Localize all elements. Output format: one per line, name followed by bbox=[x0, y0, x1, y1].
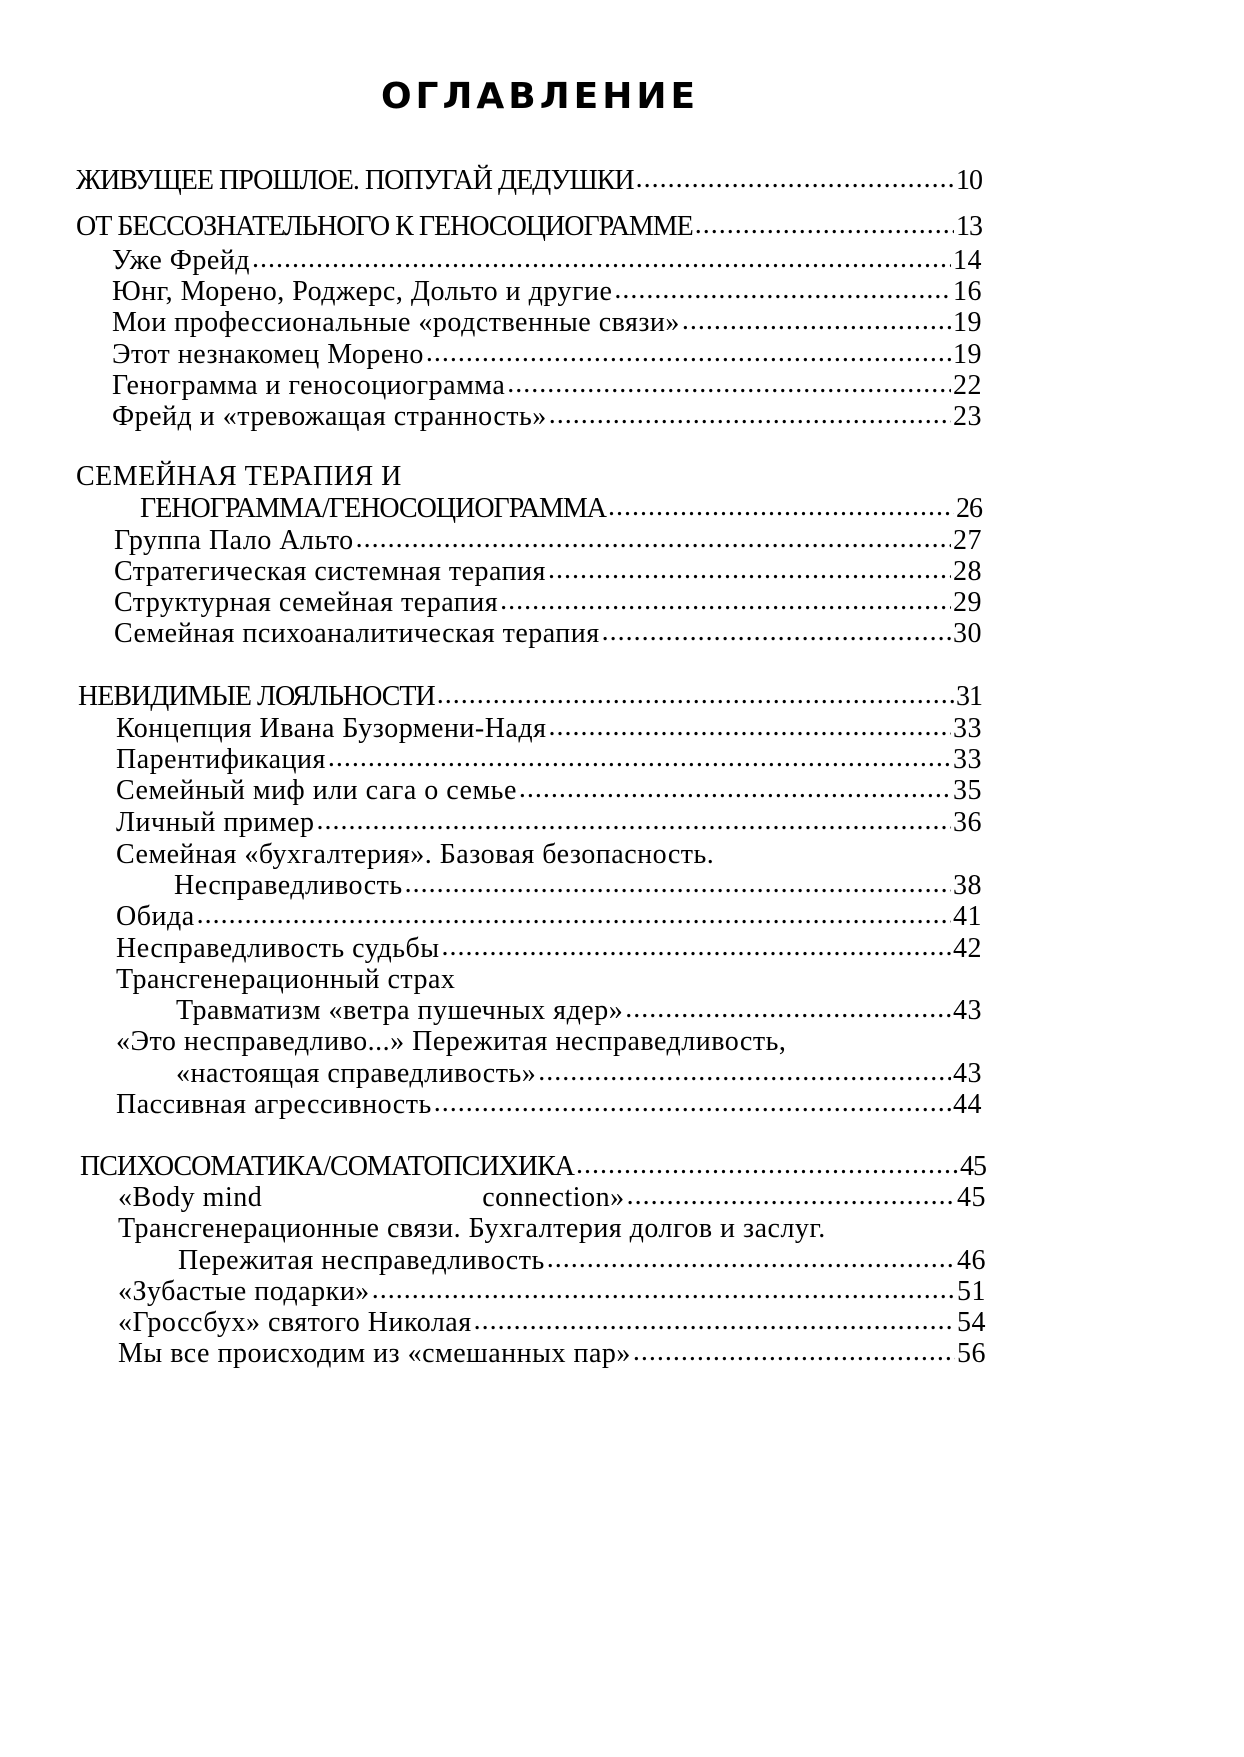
toc-section-heading[interactable] bbox=[140, 492, 982, 526]
dot-leader bbox=[519, 772, 951, 806]
dot-leader bbox=[602, 615, 951, 649]
dot-leader bbox=[356, 522, 951, 556]
toc-page-number: 16 bbox=[953, 276, 982, 307]
toc-entry-title: Фрейд и «тревожащая странность» bbox=[112, 401, 547, 432]
toc-entry-title: ПСИХОСОМАТИКА/СОМАТОПСИХИКА bbox=[80, 1151, 574, 1182]
dot-leader bbox=[682, 304, 951, 338]
toc-entry-title: НЕВИДИМЫЕ ЛОЯЛЬНОСТИ bbox=[78, 681, 435, 712]
toc-item[interactable] bbox=[116, 806, 982, 840]
toc-page-number: 28 bbox=[953, 556, 982, 587]
dot-leader bbox=[614, 273, 951, 307]
toc-page-number: 33 bbox=[953, 744, 982, 775]
dot-leader bbox=[316, 804, 951, 838]
toc-page-number: 45 bbox=[957, 1182, 986, 1213]
dot-leader bbox=[538, 1055, 951, 1089]
dot-leader bbox=[500, 584, 951, 618]
toc-page-number: 29 bbox=[953, 587, 982, 618]
toc-entry-title: Группа Пало Альто bbox=[114, 525, 354, 556]
toc-entry-title: Обида bbox=[116, 901, 195, 932]
dot-leader bbox=[434, 1086, 951, 1120]
toc-item[interactable] bbox=[116, 900, 982, 934]
toc-item[interactable] bbox=[114, 617, 982, 651]
toc-entry-title: Личный пример bbox=[116, 807, 315, 838]
toc-page-number: 41 bbox=[953, 901, 982, 932]
toc-entry-title: Пережитая несправедливость bbox=[178, 1245, 545, 1276]
toc-page-number: 19 bbox=[953, 307, 982, 338]
dot-leader bbox=[636, 162, 954, 196]
dot-leader bbox=[426, 336, 951, 370]
toc-page-number: 35 bbox=[953, 775, 982, 806]
toc-page-number: 27 bbox=[953, 525, 982, 556]
toc-item[interactable] bbox=[176, 994, 982, 1028]
toc-entry-title: ЖИВУЩЕЕ ПРОШЛОЕ. ПОПУГАЙ ДЕДУШКИ bbox=[76, 165, 634, 196]
toc-page-number: 42 bbox=[953, 933, 982, 964]
toc-entry-title: Травматизм «ветра пушечных ядер» bbox=[176, 995, 624, 1026]
toc-section-heading[interactable] bbox=[76, 210, 982, 244]
toc-item-line1: Трансгенерационные связи. Бухгалтерия долгов и заслуг. bbox=[118, 1213, 826, 1244]
dot-leader bbox=[576, 1148, 958, 1182]
toc-entry-title: Этот незнакомец Морено bbox=[112, 339, 424, 370]
toc-page-number: 13 bbox=[956, 211, 982, 242]
toc-entry-title: Мои профессиональные «родственные связи» bbox=[112, 307, 680, 338]
toc-entry-title: Несправедливость bbox=[174, 870, 403, 901]
toc-entry-title: Семейный миф или сага о семье bbox=[116, 775, 517, 806]
toc-section-heading-line1: СЕМЕЙНАЯ ТЕРАПИЯ И bbox=[76, 461, 402, 492]
dot-leader bbox=[405, 867, 951, 901]
toc-page-number: 14 bbox=[953, 245, 982, 276]
toc-item-line1: Семейная «бухгалтерия». Базовая безопасность. bbox=[116, 839, 715, 870]
toc-entry-title: ГЕНОГРАММА/ГЕНОСОЦИОГРАММА bbox=[140, 493, 606, 524]
toc-item[interactable] bbox=[118, 1337, 986, 1371]
dot-leader bbox=[507, 367, 951, 401]
toc-page-number: 44 bbox=[953, 1089, 982, 1120]
dot-leader bbox=[252, 242, 951, 276]
dot-leader bbox=[625, 992, 951, 1026]
toc-entry-title: Парентификация bbox=[116, 744, 326, 775]
toc-section-heading[interactable] bbox=[78, 680, 982, 714]
toc-page-number: 51 bbox=[957, 1276, 986, 1307]
toc-entry-title-part-a: «Body mind bbox=[118, 1182, 263, 1213]
toc-entry-title: «настоящая справедливость» bbox=[176, 1058, 537, 1089]
dot-leader bbox=[608, 490, 954, 524]
toc-entry-title: ОТ БЕССОЗНАТЕЛЬНОГО К ГЕНОСОЦИОГРАММЕ bbox=[76, 211, 693, 242]
toc-entry-title: Стратегическая системная терапия bbox=[114, 556, 546, 587]
toc-entry-title: Семейная психоаналитическая терапия bbox=[114, 618, 600, 649]
toc-page-number: 54 bbox=[957, 1307, 986, 1338]
toc-page-number: 43 bbox=[953, 1058, 982, 1089]
toc-item[interactable] bbox=[112, 306, 982, 340]
toc-entry-title: Несправедливость судьбы bbox=[116, 933, 440, 964]
dot-leader bbox=[633, 1335, 955, 1369]
dot-leader bbox=[695, 208, 954, 242]
toc-page-number: 45 bbox=[960, 1151, 986, 1182]
dot-leader bbox=[437, 678, 954, 712]
toc-page-number: 56 bbox=[957, 1338, 986, 1369]
toc-page-number: 23 bbox=[953, 401, 982, 432]
dot-leader bbox=[474, 1304, 955, 1338]
toc-entry-title: Генограмма и геносоциограмма bbox=[112, 370, 506, 401]
toc-page-number: 30 bbox=[953, 618, 982, 649]
toc-item[interactable] bbox=[118, 1181, 986, 1215]
toc-entry-title: connection» bbox=[482, 1182, 625, 1213]
toc-entry-title: Структурная семейная терапия bbox=[114, 587, 499, 618]
toc-page-number: 19 bbox=[953, 339, 982, 370]
toc-page-number: 26 bbox=[956, 493, 982, 524]
toc-item-line1: Трансгенерационный страх bbox=[116, 964, 456, 995]
dot-leader bbox=[549, 398, 951, 432]
dot-leader bbox=[627, 1179, 955, 1213]
dot-leader bbox=[548, 553, 951, 587]
toc-page-number: 38 bbox=[953, 870, 982, 901]
toc-page-number: 46 bbox=[957, 1245, 986, 1276]
page-title: ОГЛАВЛЕНИЕ bbox=[380, 76, 700, 117]
toc-page-number: 33 bbox=[953, 713, 982, 744]
toc-entry-title: Мы все происходим из «смешанных пар» bbox=[118, 1338, 631, 1369]
toc-entry-title: Пассивная агрессивность bbox=[116, 1089, 432, 1120]
dot-leader bbox=[372, 1273, 955, 1307]
toc-item[interactable] bbox=[116, 932, 982, 966]
toc-entry-title: «Зубастые подарки» bbox=[118, 1276, 370, 1307]
toc-section-heading[interactable] bbox=[76, 164, 982, 198]
toc-page-number: 22 bbox=[953, 370, 982, 401]
toc-page-number: 36 bbox=[953, 807, 982, 838]
toc-entry-title: «Гроссбух» святого Николая bbox=[118, 1307, 472, 1338]
toc-item[interactable] bbox=[116, 774, 982, 808]
toc-item[interactable] bbox=[116, 1088, 982, 1122]
dot-leader bbox=[328, 741, 951, 775]
toc-entry-title: Концепция Ивана Бузормени-Надя bbox=[116, 713, 547, 744]
toc-entry-title: Уже Фрейд bbox=[112, 245, 251, 276]
toc-item-line1: «Это несправедливо...» Пережитая несправедливость, bbox=[116, 1026, 787, 1057]
toc-entry-title: Юнг, Морено, Роджерс, Дольто и другие bbox=[112, 276, 613, 307]
toc-item[interactable] bbox=[112, 400, 982, 434]
dot-leader bbox=[547, 1242, 955, 1276]
toc-page-number: 43 bbox=[953, 995, 982, 1026]
toc-page-number: 31 bbox=[956, 681, 982, 712]
dot-leader bbox=[442, 930, 951, 964]
dot-leader bbox=[549, 710, 952, 744]
dot-leader bbox=[197, 898, 951, 932]
toc-page-number: 10 bbox=[956, 165, 982, 196]
